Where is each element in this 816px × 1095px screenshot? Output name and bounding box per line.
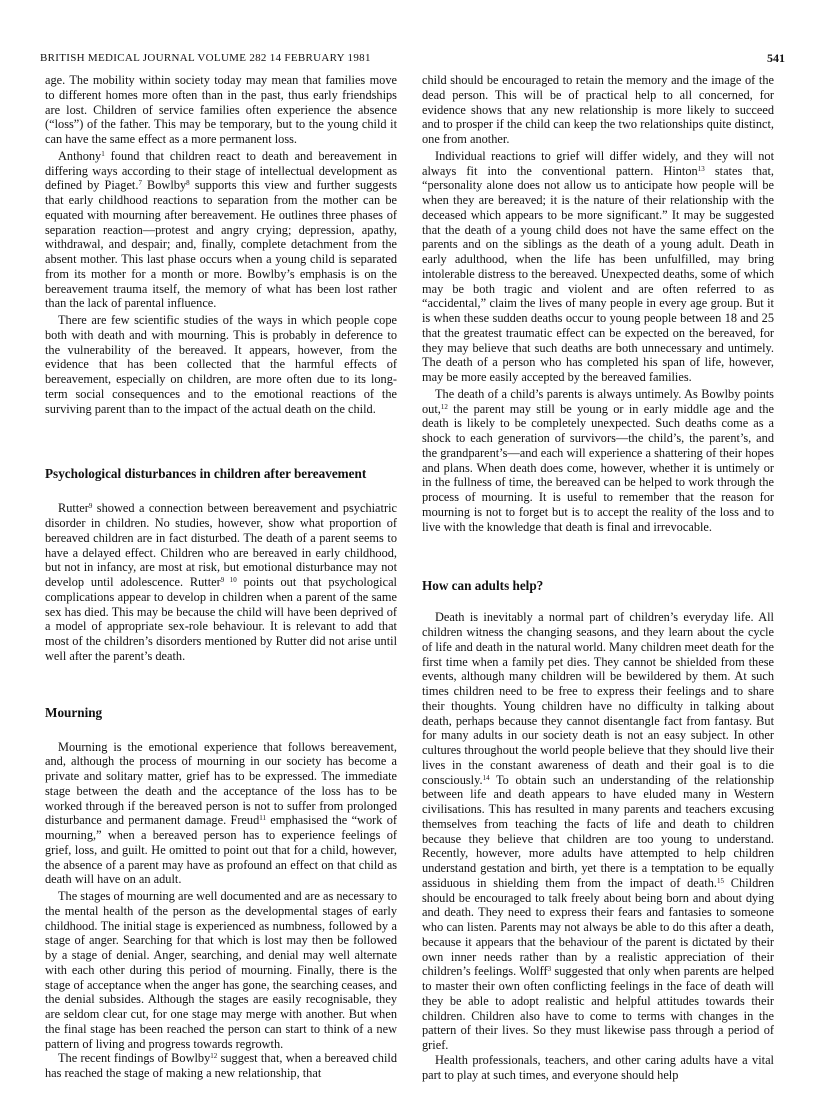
reference-mark: 9 10 <box>220 576 237 584</box>
section-heading: Mourning <box>45 704 103 720</box>
reference-mark: 3 <box>547 965 552 974</box>
reference-mark: 11 <box>259 814 267 823</box>
paragraph: Mourning is the emotional experience that follows bereavement, and, although the process of mourning in our society has become a private and solitary matter, grief has to be expressed. The immediate stage between the death and the acceptance of the loss has to be worked through if the bereaved person is not to suffer from prolonged disturbance and permanent damage. Freud$^{11}$ emphasised the “work of mourning,” when a bereaved person has to experience feelings of grief, loss, and guilt. He omitted to point out that for a child, however, the absence of a parent may have as profound an effect on that child as death will have on an adult. <box>45 739 397 887</box>
reference-mark: 13 <box>697 164 705 173</box>
reference-mark: 12 <box>440 402 448 411</box>
paragraph: Individual reactions to grief will differ widely, and they will not always fit into the conventional pattern. Hinton$^{13}$ states that, “personality alone does not allow us to anticipate how people will be when they are bereaved; it is the nature of their relationship with the deceased which appears to be more significant.” It may be suggested that the death of a young child does not have the same effect on the parents and on the siblings as the death of a young adult. Death in early adulthood, when the life has been unfulfilled, may bring intolerable distress to the bereaved. Unexpected deaths, some of which may be both tragic and violent and are often referred to as “accidental,” claim the lives of many people in every age group. But it is when these sudden deaths occur to young people between 18 and 25 that the greatest traumatic effect can be expected on the bereaved, for they may believe that such deaths are both unnecessary and untimely. The death of a person who has completed his span of life, however, may be more easily accepted by the bereaved families. <box>422 148 774 384</box>
right-column <box>422 73 774 1082</box>
section-heading: Psychological disturbances in children after bereavement <box>45 466 367 482</box>
reference-mark: 8 <box>186 179 190 188</box>
paragraph: child should be encouraged to retain the memory and the image of the dead person. This will be of practical help to all concerned, for evidence shows that any new relationship is more likely to succeed and to prosper if the child can keep the two relationships quite distinct, one from another. <box>422 73 774 146</box>
running-header <box>40 52 785 68</box>
paragraph: The death of a child’s parents is always untimely. As Bowlby points out,$^{12}$ the parent may still be young or in early middle age and the death is likely to be completely unexpected. Such deaths come as a shock to each generation of survivors—the child’s, the parent’s, and the grandparent’s—and each will experience a shattering of their hopes and plans. When death does come, however, whether it is untimely or in the fullness of time, the bereaved can be helped to work through the process of mourning. It is useful to remember that the reason for mourning is not to forget but is to accept the reality of the loss and to live with the knowledge that death is final and irrevocable. <box>422 386 774 534</box>
reference-mark: 14 <box>482 773 490 782</box>
reference-mark: 12 <box>210 1052 218 1061</box>
reference-mark: 1 <box>101 149 105 158</box>
reference-mark: 9 <box>88 502 93 511</box>
left-column <box>45 73 397 1081</box>
reference-mark: 7 <box>138 179 142 188</box>
paragraph: The recent findings of Bowlby$^{12}$ suggest that, when a bereaved child has reached the stage of making a new relationship, that <box>45 1051 397 1080</box>
paragraph: Health professionals, teachers, and other caring adults have a vital part to play at such times, and everyone should help <box>422 1052 774 1082</box>
page-number: 541 <box>767 51 785 65</box>
paragraph: Rutter$^9$ showed a connection between bereavement and psychiatric disorder in children. No studies, however, show what proportion of bereaved children are in fact disturbed. The death of a parent seems to have a delayed effect. Children who are bereaved in early childhood, but not in infancy, are most at risk, but emotional disturbance may not develop until adolescence. Rutter$^{9 10}$ points out that psychological complications appear to develop in children when a parent of the same sex has died. This may be because the child will have been deprived of a model of appropriate sex-role behaviour. It is relevant to add that most of the children’s disorders mentioned by Rutter did not arise until well after the parent’s death. <box>45 501 397 663</box>
paragraph: Death is inevitably a normal part of children’s everyday life. All children witness the changing seasons, and they learn about the cycle of life and death in the natural world. Many children meet death for the first time when a family pet dies. They cannot be shielded from these events, although many children will be bewildered by them. At such times children need to be free to express their feelings and to share their thoughts. Young children have no difficulty in talking about death, perhaps because they cannot disentangle fact from fantasy. But for many adults in our society death is not an easy subject. In other cultures throughout the world people believe that they should live their lives in the constant awareness of death and their goal is to die consciously.$^{14}$ To obtain such an understanding of the relationship between life and death appears to have eluded many in Western civilisations. This has resulted in many parents and teachers excusing themselves from teaching the facts of life and death to children because they believe that children are too young to understand. Recently, however, more adults have attempted to help children understand gestation and birth, yet there is a temptation to be equally assiduous in shielding them from the impact of death.$^{15}$ Children should be encouraged to talk freely about being born and about dying and death. They need to express their fears and fantasies to someone who can listen. Parents may not always be able to do this after a death, because it appears that the behaviour of the parent is dictated by their own inner needs rather than by a realistic appreciation of their children’s feelings. Wolff$^3$ suggested that only when parents are helped to master their own often conflicting feelings in the face of death will they be able to adopt realistic and helpful attitudes towards their children. Children also have to come to terms with changes in the pattern of their lives. So they must likewise pass through a period of grief. <box>422 610 775 1052</box>
paragraph: There are few scientific studies of the ways in which people cope both with death and with mourning. This is probably in deference to the vulnerability of the bereaved. It appears, however, from the evidence that has been collected that the harmful effects of bereavement, especially on children, are more often due to its long-term social consequences and to the emotional reactions of the surviving parent than to the impact of the actual death on the child. <box>45 313 397 416</box>
paragraph: The stages of mourning are well documented and are as necessary to the mental health of the person as the developmental stages of early childhood. The initial stage is experienced as numbness, followed by a stage of anger. Searching for that which is lost may then be followed by a stage of denial. Anger, searching, and denial may well alternate with each other during this period of mourning. Finally, there is the stage of acceptance when the anger has gone, the searching ceases, and the denial subsides. Although the stages are easily recognisable, they are seldom clear cut, for one stage may merge with another. But when the final stage has been reached the person can start to think of a new pattern of living and progress towards regrowth. <box>45 889 397 1051</box>
paragraph: age. The mobility within society today may mean that families move to different homes more often than in the past, thus early friendships are lost. Children of service families often experience the absence (“loss”) of the father. This may be temporary, but to the young child it can have the same effect as a more permanent loss. <box>45 73 397 146</box>
paragraph: Anthony$^1$ found that children react to death and bereavement in differing ways according to their stage of intellectual development as defined by Piaget.$^7$ Bowlby$^8$ supports this view and further suggests that early childhood reactions to separation from the mother can be equated with mourning after bereavement. He outlines three phases of separation reaction—protest and angry crying; depression, apathy, withdrawal, and despair; and, finally, complete detachment from the absent mother. This last phase occurs when a young child is separated from its mother for a month or more. Bowlby’s emphasis is on the bereavement trauma itself, the memory of what has been lost rather than the lack of parental influence. <box>45 148 397 311</box>
journal-info: BRITISH MEDICAL JOURNAL VOLUME 282 14 FEBRUARY 1981 <box>40 52 371 64</box>
reference-mark: 15 <box>716 876 724 885</box>
section-heading: How can adults help? <box>422 578 544 594</box>
